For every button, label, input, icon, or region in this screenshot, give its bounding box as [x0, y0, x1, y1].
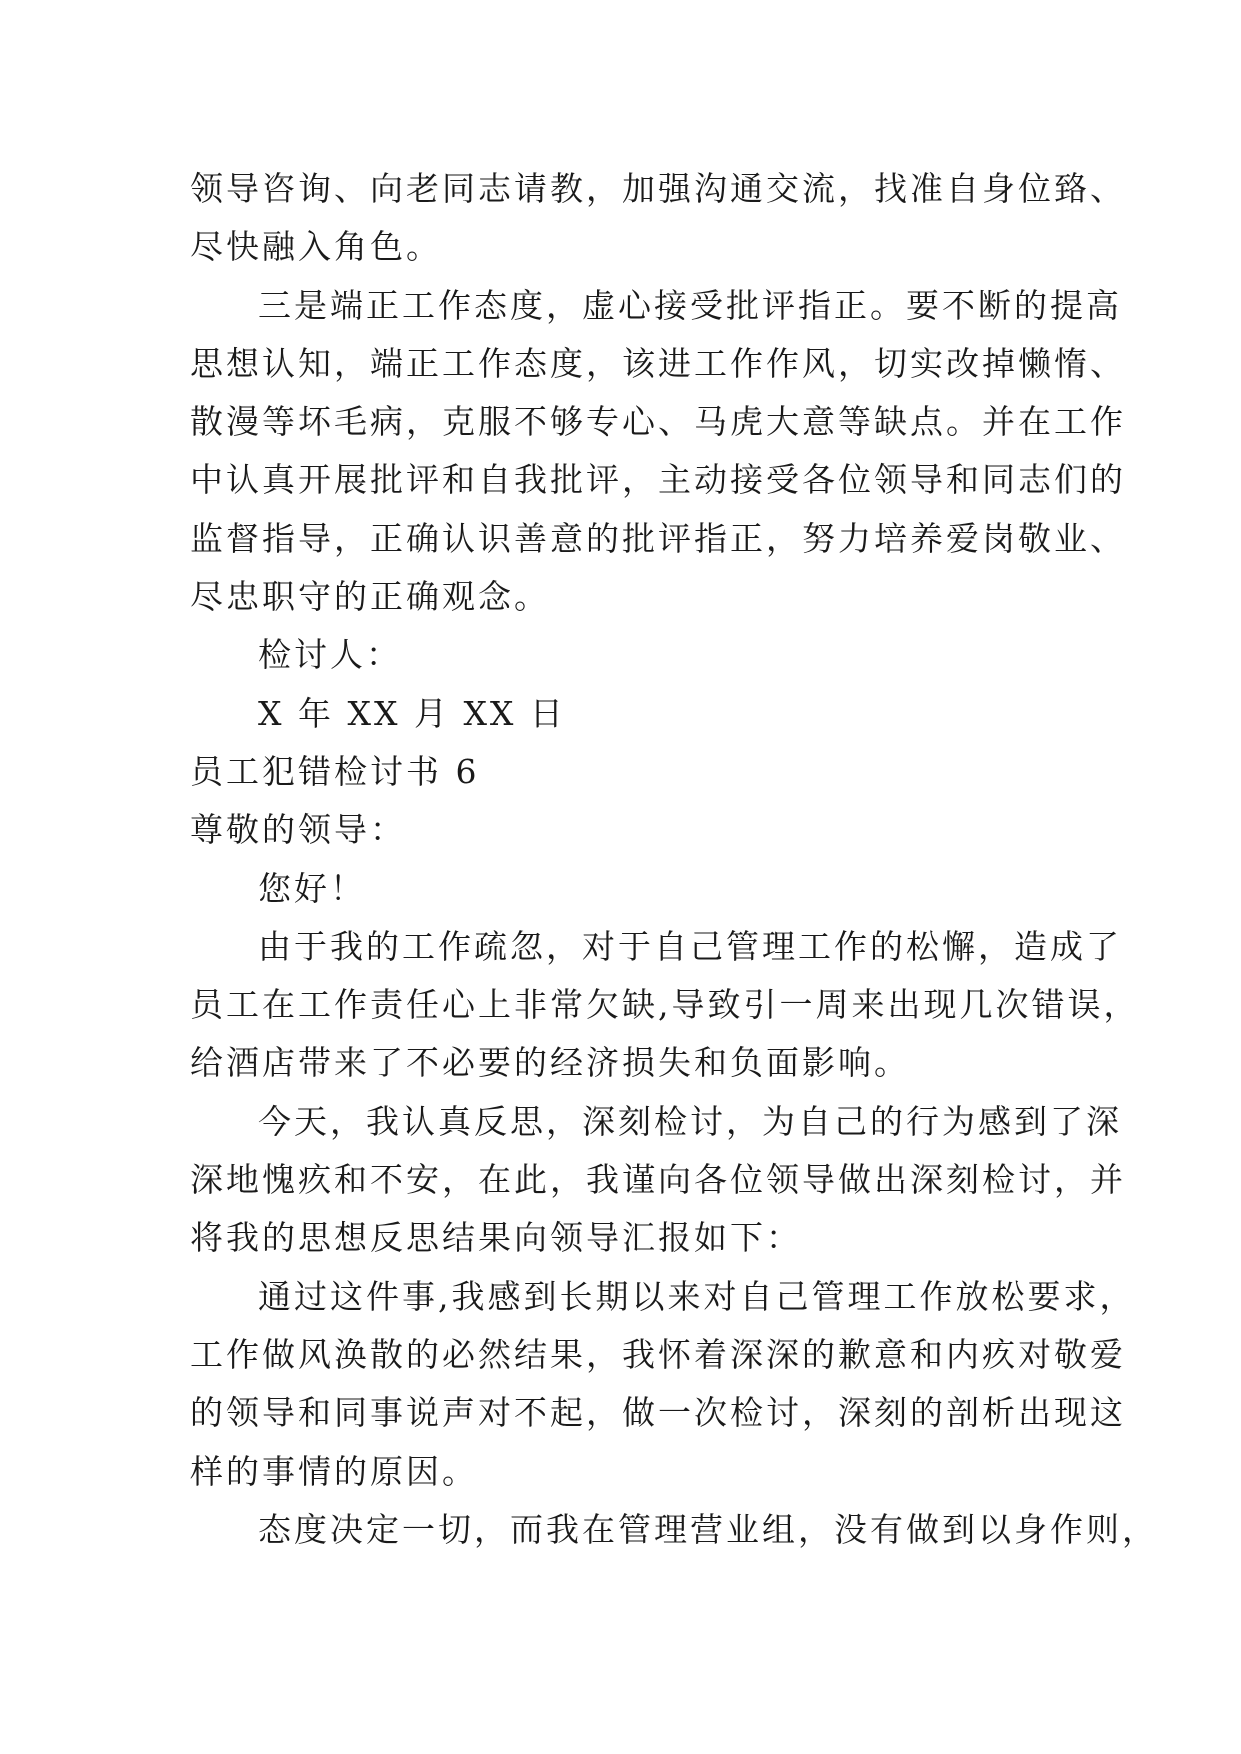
- greeting: 您好！: [258, 868, 366, 908]
- text-line: 样的事情的原因。: [190, 1451, 478, 1491]
- text-line: 思想认知，端正工作态度，该进工作作风，切实改掉懒惰、: [190, 343, 1126, 383]
- signature-label: 检讨人：: [258, 635, 402, 675]
- text-line: 领导咨询、向老同志请教，加强沟通交流，找准自身位臵、: [190, 169, 1126, 208]
- text-line: 今天，我认真反思，深刻检讨，为自己的行为感到了深: [258, 1101, 1122, 1141]
- date-line: X 年 XX 月 XX 日: [258, 693, 566, 733]
- text-line: 由于我的工作疏忽，对于自己管理工作的松懈，造成了: [258, 926, 1122, 966]
- text-line: 将我的思想反思结果向领导汇报如下：: [190, 1218, 802, 1258]
- text-line: 深地愧疚和不安，在此，我谨向各位领导做出深刻检讨，并: [190, 1160, 1126, 1200]
- document-body: [190, 160, 1158, 1559]
- text-line: 的领导和同事说声对不起，做一次检讨，深刻的剖析出现这: [190, 1393, 1126, 1433]
- text-line: 给酒店带来了不必要的经济损失和负面影响。: [190, 1043, 910, 1083]
- text-line: 通过这件事,我感到长期以来对自己管理工作放松要求，: [258, 1276, 1136, 1316]
- section-title: 员工犯错检讨书 6: [190, 751, 480, 791]
- text-line: 尽快融入角色。: [190, 227, 442, 267]
- text-line: 态度决定一切，而我在管理营业组，没有做到以身作则，: [258, 1509, 1158, 1549]
- text-line: 散漫等坏毛病，克服不够专心、马虎大意等缺点。并在工作: [190, 402, 1126, 442]
- text-line: 中认真开展批评和自我批评，主动接受各位领导和同志们的: [190, 460, 1126, 500]
- text-line: 三是端正工作态度，虚心接受批评指正。要不断的提高: [258, 285, 1122, 325]
- salutation: 尊敬的领导：: [190, 810, 406, 850]
- text-line: 工作做风涣散的必然结果，我怀着深深的歉意和内疚对敬爱: [190, 1334, 1126, 1374]
- text-line: 监督指导，正确认识善意的批评指正，努力培养爱岗敬业、: [190, 518, 1126, 558]
- text-line: 尽忠职守的正确观念。: [190, 577, 550, 617]
- text-line: 员工在工作责任心上非常欠缺,导致引一周来出现几次错误，: [190, 985, 1140, 1025]
